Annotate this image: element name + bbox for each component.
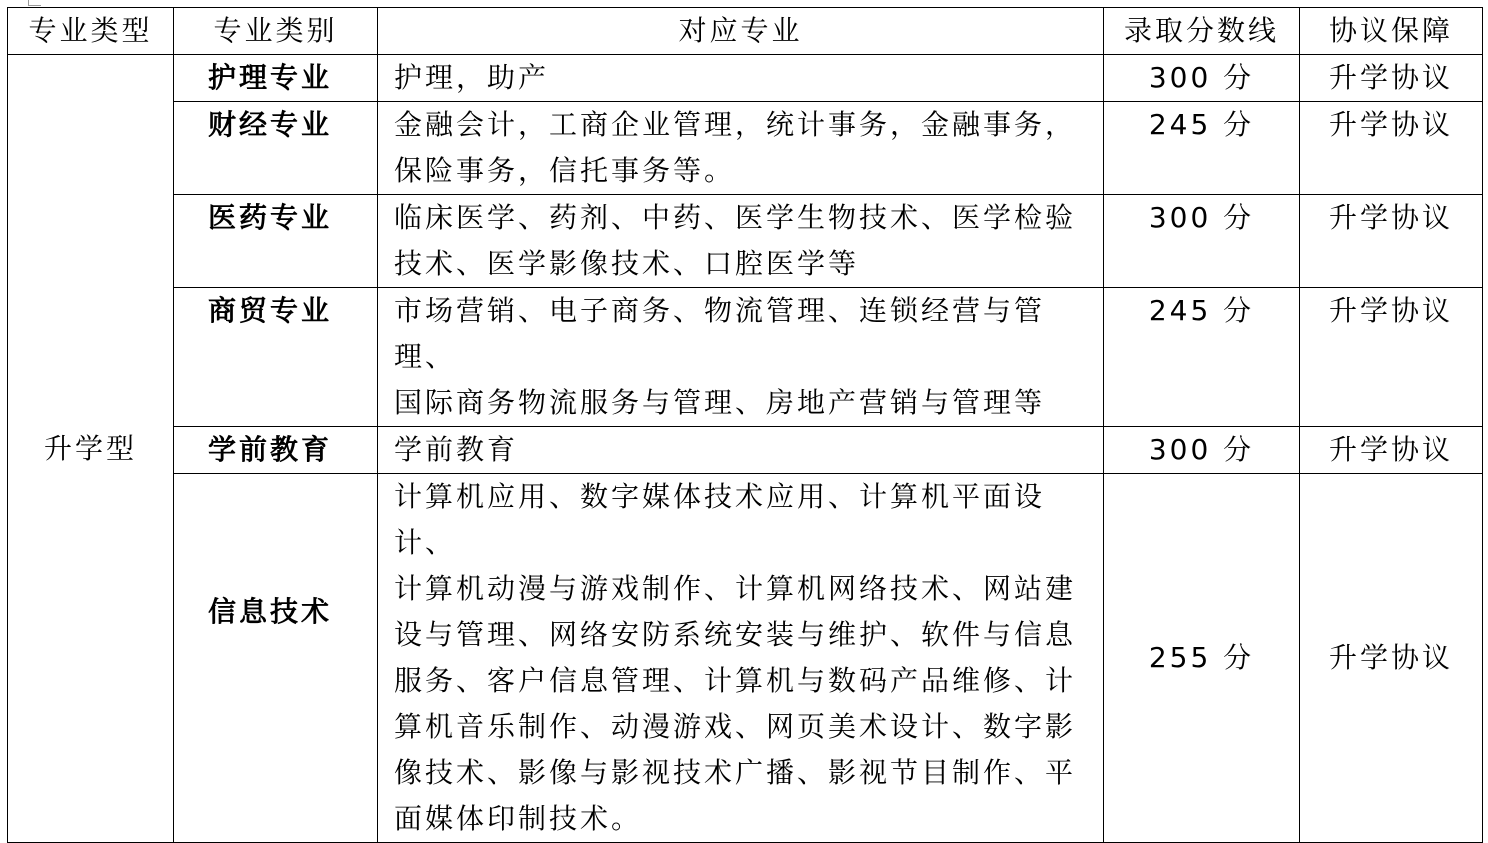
header-score: 录取分数线	[1104, 8, 1300, 55]
majors-cell	[378, 55, 1104, 102]
majors-line: 临床医学、药剂、中药、医学生物技术、医学检验	[394, 201, 1077, 234]
header-type: 专业类型	[8, 8, 174, 55]
score-cell: 300 分	[1104, 195, 1300, 288]
guarantee-cell: 升学协议	[1300, 55, 1483, 102]
header-category: 专业类别	[174, 8, 378, 55]
majors-line: 学前教育	[394, 433, 519, 466]
score-cell: 245 分	[1104, 102, 1300, 195]
category-cell: 信息技术	[174, 474, 378, 843]
majors-line: 护理，助产	[394, 61, 550, 94]
majors-line: 服务、客户信息管理、计算机与数码产品维修、计	[394, 664, 1077, 697]
majors-line: 市场营销、电子商务、物流管理、连锁经营与管理、	[394, 294, 1046, 373]
majors-line: 技术、医学影像技术、口腔医学等	[394, 247, 860, 280]
majors-line: 计算机动漫与游戏制作、计算机网络技术、网站建	[394, 572, 1077, 605]
guarantee-cell: 升学协议	[1300, 195, 1483, 288]
majors-line: 计算机应用、数字媒体技术应用、计算机平面设计、	[394, 480, 1046, 559]
score-cell: 255 分	[1104, 474, 1300, 843]
majors-cell	[378, 102, 1104, 195]
majors-line: 算机音乐制作、动漫游戏、网页美术设计、数字影	[394, 710, 1077, 743]
table-row	[8, 288, 1483, 427]
category-cell: 医药专业	[174, 195, 378, 288]
category-cell: 学前教育	[174, 427, 378, 474]
guarantee-cell: 升学协议	[1300, 427, 1483, 474]
table-row	[8, 474, 1483, 843]
majors-cell	[378, 195, 1104, 288]
majors-line: 面媒体印制技术。	[394, 802, 643, 835]
table-row	[8, 55, 1483, 102]
category-cell: 护理专业	[174, 55, 378, 102]
score-cell: 300 分	[1104, 427, 1300, 474]
majors-line: 金融会计，工商企业管理，统计事务，金融事务，	[394, 108, 1077, 141]
table-row	[8, 427, 1483, 474]
majors-line: 像技术、影像与影视技术广播、影视节目制作、平	[394, 756, 1077, 789]
guarantee-cell: 升学协议	[1300, 102, 1483, 195]
header-guarantee: 协议保障	[1300, 8, 1483, 55]
majors-cell	[378, 427, 1104, 474]
category-cell: 商贸专业	[174, 288, 378, 427]
majors-line: 保险事务，信托事务等。	[394, 154, 736, 187]
corner-crop-mark	[28, 0, 41, 6]
type-cell: 升学型	[8, 55, 174, 843]
guarantee-cell: 升学协议	[1300, 288, 1483, 427]
table-row	[8, 195, 1483, 288]
table-row	[8, 102, 1483, 195]
majors-line: 国际商务物流服务与管理、房地产营销与管理等	[394, 386, 1046, 419]
majors-table	[7, 7, 1483, 843]
score-cell: 245 分	[1104, 288, 1300, 427]
majors-cell	[378, 474, 1104, 843]
guarantee-cell: 升学协议	[1300, 474, 1483, 843]
majors-cell	[378, 288, 1104, 427]
score-cell: 300 分	[1104, 55, 1300, 102]
header-majors: 对应专业	[378, 8, 1104, 55]
majors-line: 设与管理、网络安防系统安装与维护、软件与信息	[394, 618, 1077, 651]
header-row	[8, 8, 1483, 55]
category-cell: 财经专业	[174, 102, 378, 195]
